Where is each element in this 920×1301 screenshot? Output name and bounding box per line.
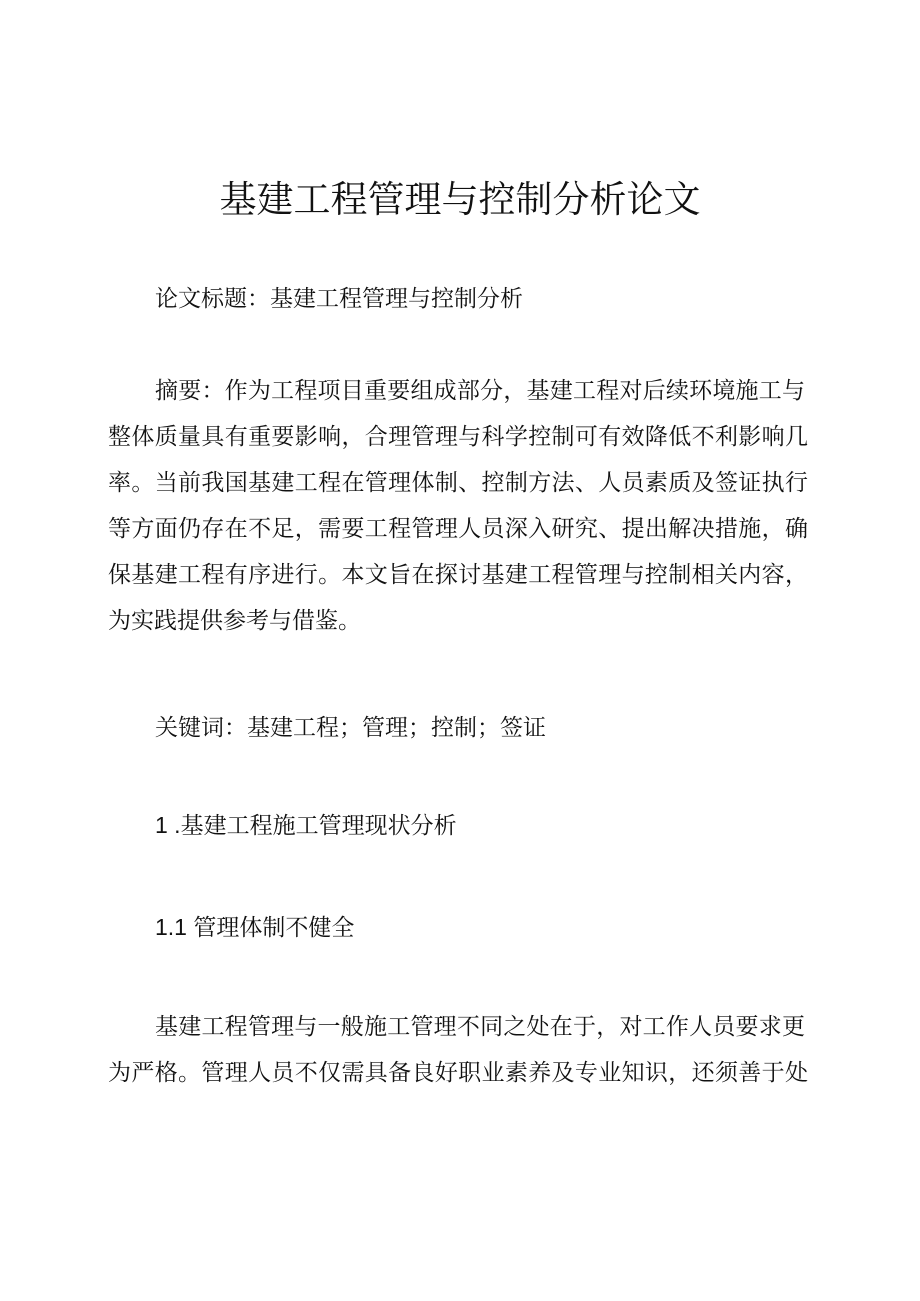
abstract-line: 整体质量具有重要影响，合理管理与科学控制可有效降低不利影响几 [108,424,808,450]
section-number: 1 . [155,812,181,838]
section-title: 管理体制不健全 [193,915,355,941]
abstract-line: 为实践提供参考与借鉴。 [108,608,361,634]
document-title: 基建工程管理与控制分析论文 [219,178,701,221]
section-number: 1.1 [155,914,194,940]
keywords-line: 关键词：基建工程；管理；控制；签证 [155,715,546,741]
abstract-line: 率。当前我国基建工程在管理体制、控制方法、人员素质及签证执行 [108,470,808,496]
section-heading-1 [155,802,457,849]
abstract-line: 等方面仍存在不足，需要工程管理人员深入研究、提出解决措施，确 [108,516,808,542]
paper-title-line: 论文标题：基建工程管理与控制分析 [155,286,523,312]
body-line: 基建工程管理与一般施工管理不同之处在于，对工作人员要求更 [155,1014,805,1040]
body-line: 为严格。管理人员不仅需具备良好职业素养及专业知识，还须善于处 [108,1060,808,1086]
section-heading-1-1 [155,904,354,951]
section-title: 基建工程施工管理现状分析 [180,813,457,839]
abstract-line: 保基建工程有序进行。本文旨在探讨基建工程管理与控制相关内容， [108,562,808,588]
abstract-line: 摘要：作为工程项目重要组成部分，基建工程对后续环境施工与 [155,378,805,404]
